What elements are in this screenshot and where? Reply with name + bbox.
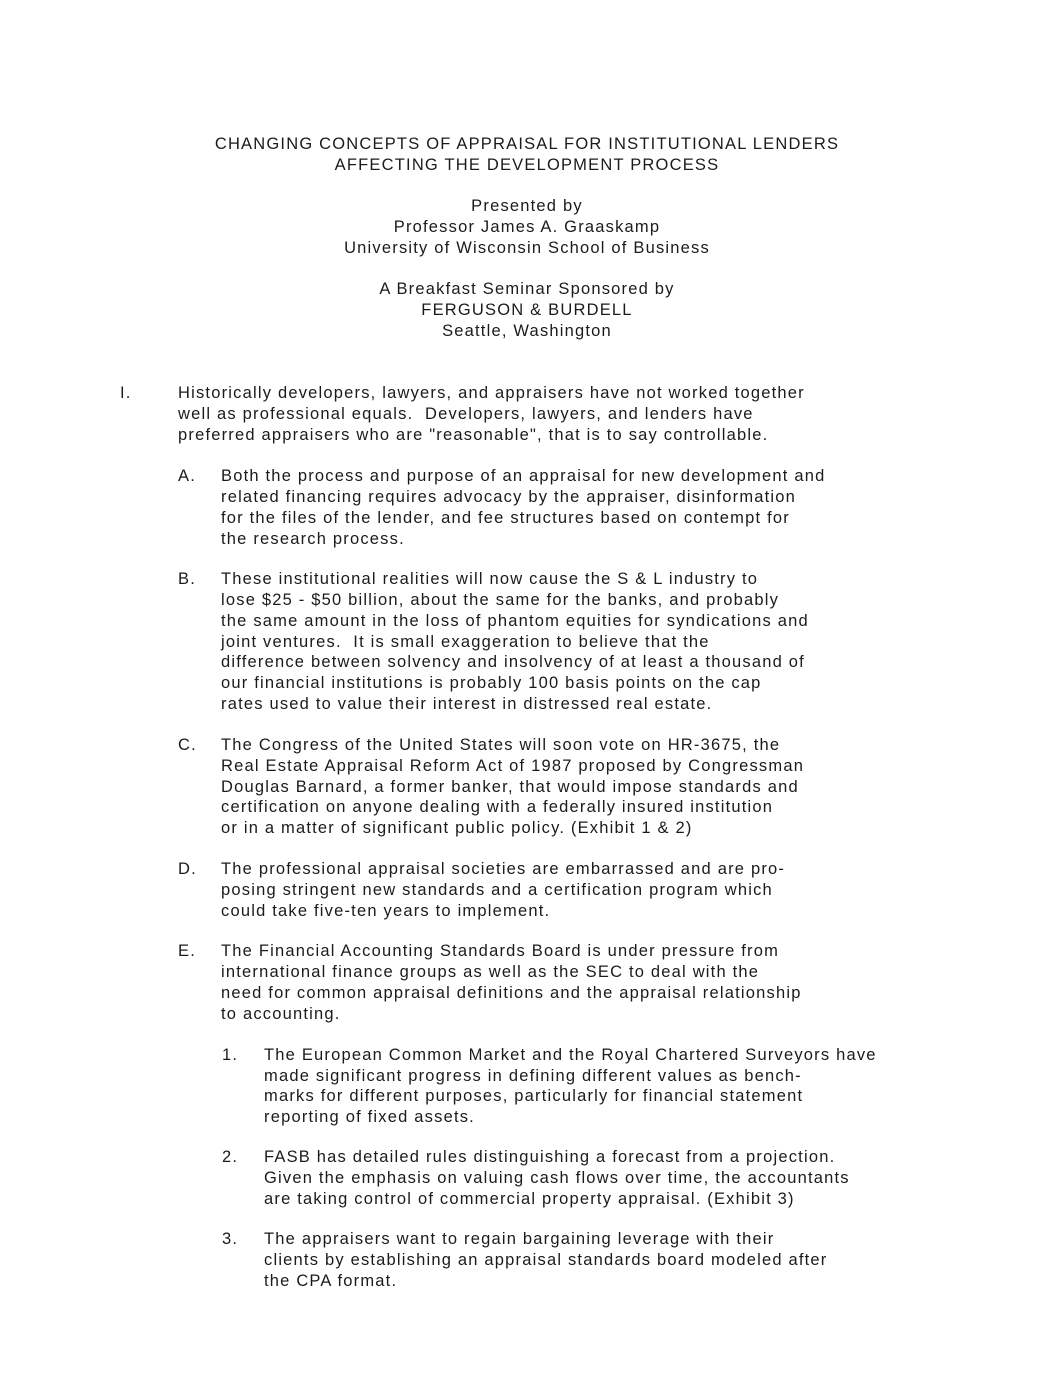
subitem-line: clients by establishing an appraisal standards board modeled after xyxy=(264,1251,828,1269)
section-line: preferred appraisers who are "reasonable", that is to say controllable. xyxy=(178,426,769,444)
sponsor-line: A Breakfast Seminar Sponsored by xyxy=(379,280,675,298)
subitem-line: Given the emphasis on valuing cash flows over time, the accountants xyxy=(264,1169,850,1187)
subitem-line: FASB has detailed rules distinguishing a forecast from a projection. xyxy=(264,1148,836,1166)
item-line: need for common appraisal definitions and the appraisal relationship xyxy=(221,984,802,1002)
subitem-label: 2. xyxy=(222,1148,239,1166)
item-label: B. xyxy=(178,570,196,588)
subitem-line: reporting of fixed assets. xyxy=(264,1108,475,1126)
subitem-line: made significant progress in defining different values as bench- xyxy=(264,1067,802,1085)
subitem-line: The European Common Market and the Royal Chartered Surveyors have xyxy=(264,1046,877,1064)
sponsor-location: Seattle, Washington xyxy=(442,322,612,340)
item-label: C. xyxy=(178,736,197,754)
item-line: certification on anyone dealing with a federally insured institution xyxy=(221,798,774,816)
subitem-line: marks for different purposes, particularly for financial statement xyxy=(264,1087,804,1105)
presented-by: Presented by xyxy=(471,197,583,215)
item-label: E. xyxy=(178,942,196,960)
subitem-line: are taking control of commercial property appraisal. (Exhibit 3) xyxy=(264,1190,795,1208)
item-line: joint ventures. It is small exaggeration to believe that the xyxy=(221,633,710,651)
sponsor-name: FERGUSON & BURDELL xyxy=(421,301,633,319)
section-line: Historically developers, lawyers, and appraisers have not worked together xyxy=(178,384,805,402)
item-line: Real Estate Appraisal Reform Act of 1987 proposed by Congressman xyxy=(221,757,805,775)
item-line: The Congress of the United States will soon vote on HR-3675, the xyxy=(221,736,781,754)
subitem-line: the CPA format. xyxy=(264,1272,398,1290)
item-line: rates used to value their interest in distressed real estate. xyxy=(221,695,713,713)
item-line: or in a matter of significant public policy. (Exhibit 1 & 2) xyxy=(221,819,693,837)
item-line: our financial institutions is probably 100 basis points on the cap xyxy=(221,674,762,692)
item-line: The professional appraisal societies are embarrassed and are pro- xyxy=(221,860,786,878)
subitem-label: 3. xyxy=(222,1230,239,1248)
item-line: These institutional realities will now cause the S & L industry to xyxy=(221,570,759,588)
item-line: difference between solvency and insolvency of at least a thousand of xyxy=(221,653,805,671)
section-line: well as professional equals. Developers, lawyers, and lenders have xyxy=(178,405,754,423)
item-line: The Financial Accounting Standards Board is under pressure from xyxy=(221,942,780,960)
presenter-affiliation: University of Wisconsin School of Business xyxy=(344,239,710,257)
item-line: the same amount in the loss of phantom equities for syndications and xyxy=(221,612,809,630)
subitem-label: 1. xyxy=(222,1046,239,1064)
subitem-line: The appraisers want to regain bargaining leverage with their xyxy=(264,1230,775,1248)
item-line: international finance groups as well as the SEC to deal with the xyxy=(221,963,760,981)
item-line: could take five-ten years to implement. xyxy=(221,902,551,920)
presenter-name: Professor James A. Graaskamp xyxy=(393,218,661,236)
item-line: related financing requires advocacy by the appraiser, disinformation xyxy=(221,488,797,506)
item-line: the research process. xyxy=(221,530,405,548)
item-line: Both the process and purpose of an appraisal for new development and xyxy=(221,467,826,485)
item-line: to accounting. xyxy=(221,1005,341,1023)
item-label: A. xyxy=(178,467,196,485)
item-label: D. xyxy=(178,860,197,878)
item-line: Douglas Barnard, a former banker, that would impose standards and xyxy=(221,778,799,796)
title-line-2: AFFECTING THE DEVELOPMENT PROCESS xyxy=(334,156,720,174)
title-line-1: CHANGING CONCEPTS OF APPRAISAL FOR INSTITUTIONAL LENDERS xyxy=(214,135,840,153)
item-line: lose $25 - $50 billion, about the same for the banks, and probably xyxy=(221,591,780,609)
section-label: I. xyxy=(120,384,132,402)
item-line: posing stringent new standards and a certification program which xyxy=(221,881,773,899)
item-line: for the files of the lender, and fee structures based on contempt for xyxy=(221,509,790,527)
